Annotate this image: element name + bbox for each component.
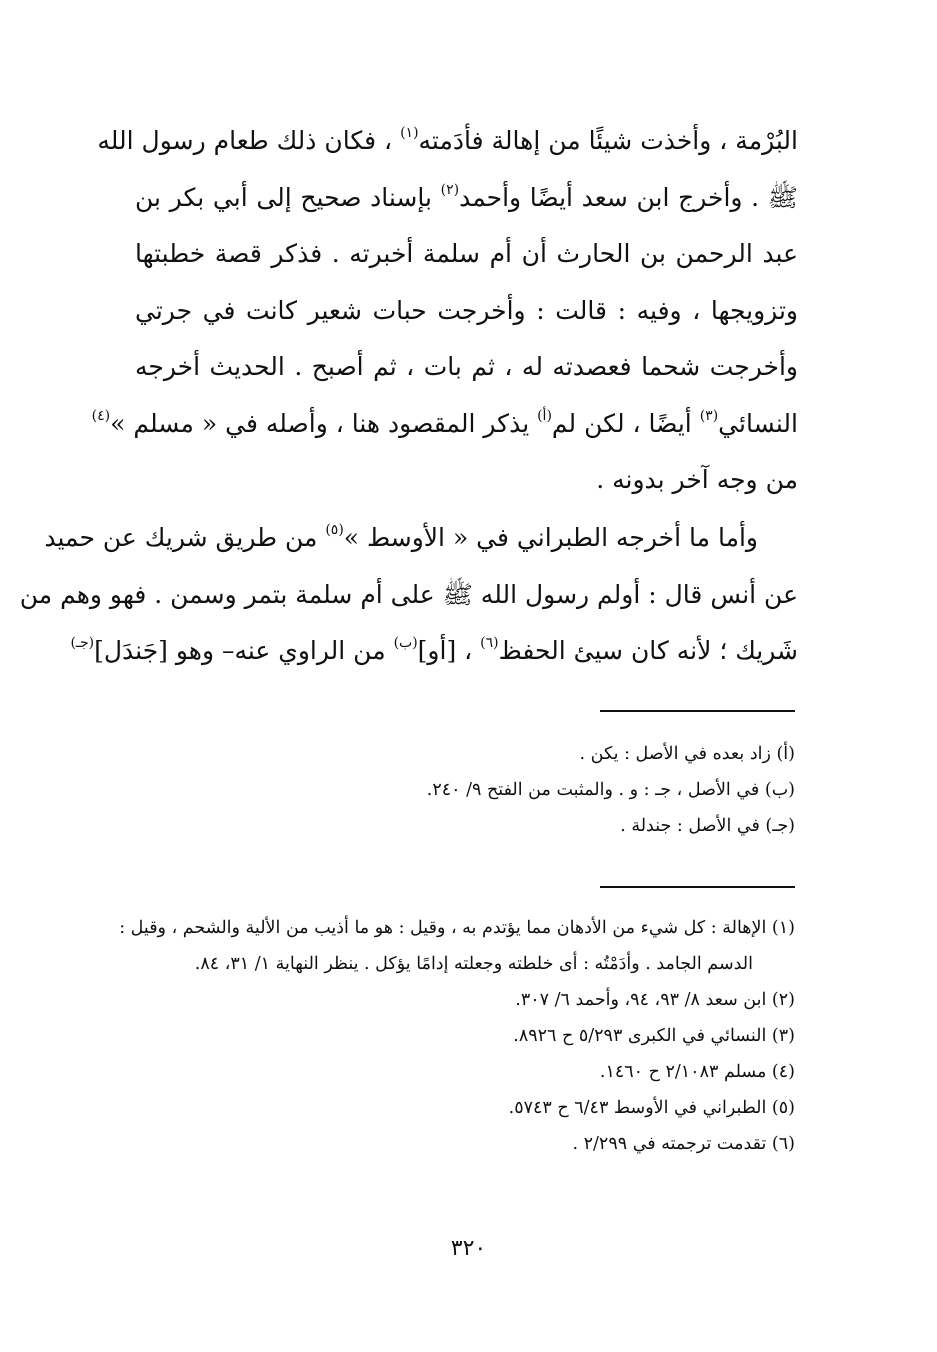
footnote-ref: (٦) <box>480 635 499 651</box>
note-item: (جـ) في الأصل : جندلة . <box>620 816 795 836</box>
footnote-ref: (جـ) <box>70 635 95 651</box>
text-line: عبد الرحمن بن الحارث أن أم سلمة أخبرته . فذكر قصة خطبتها <box>135 239 798 268</box>
text-line: النسائي$^{(٣)}$ أيضًا ، لكن لم$^{(أ)}$ يذكر المقصود هنا ، وأصله في « مسلم »$^{(٤)}$ <box>91 407 798 438</box>
note-item: (٦) تقدمت ترجمته في ٢/٢٩٩ . <box>572 1134 795 1154</box>
text-line: وأما ما أخرجه الطبراني في « الأوسط »$^{(٥)}$ من طريق شريك عن حميد <box>44 522 758 552</box>
text-line: شَريك ؛ لأنه كان سيئ الحفظ$^{(٦)}$ ، [أو]$^{(ب)}$ من الراوي عنه– وهو [جَندَل]$^{(جـ)}$ <box>70 635 798 665</box>
main-paragraph-2 <box>19 510 798 680</box>
text-line: عن أنس قال : أولم رسول الله ﷺ على أم سلمة بتمر وسمن . فهو وهم من <box>19 579 798 609</box>
main-paragraph-1 <box>91 113 798 509</box>
footnote-ref: (٢) <box>440 181 460 198</box>
footnotes <box>119 910 795 1162</box>
note-item-continuation: الدسم الجامد . وأدَمْتُه : أى خلطته وجعلته إدامًا يؤكل . ينظر النهاية ١/ ٣١، ٨٤. <box>194 954 753 974</box>
text-line: من وجه آخر بدونه . <box>596 465 798 494</box>
footnote-ref: (٣) <box>699 407 719 424</box>
footnote-separator <box>600 710 795 712</box>
note-item: (٣) النسائي في الكبرى ٥/٢٩٣ ح ٨٩٢٦. <box>513 1026 795 1046</box>
note-item: (٥) الطبراني في الأوسط ٦/٤٣ ح ٥٧٤٣. <box>508 1098 795 1118</box>
note-item: (ب) في الأصل ، جـ : و . والمثبت من الفتح ٩/ ٢٤٠. <box>426 780 795 800</box>
footnote-ref: (ب) <box>393 635 418 651</box>
note-item: (أ) زاد بعده في الأصل : يكن . <box>579 744 795 764</box>
footnote-ref: (٤) <box>91 407 111 424</box>
footnote-ref: (١) <box>400 125 419 141</box>
text-line: البُرْمة ، وأخذت شيئًا من إهالة فأدَمته$^{(١)}$ ، فكان ذلك طعام رسول الله <box>97 125 798 155</box>
page-number: ٣٢٠ <box>450 1236 487 1261</box>
note-item: (٢) ابن سعد ٨/ ٩٣، ٩٤، وأحمد ٦/ ٣٠٧. <box>515 990 795 1010</box>
note-item: (١) الإهالة : كل شيء من الأدهان مما يؤتدم به ، وقيل : هو ما أذيب من الألية والشحم ، وقيل : <box>119 918 795 938</box>
text-line: وتزويجها ، وفيه : قالت : وأخرجت حبات شعير كانت في جرتي <box>135 295 798 325</box>
footnote-ref: (أ) <box>537 407 552 424</box>
text-line: وأخرجت شحما فعصدته له ، ثم بات ، ثم أصبح . الحديث أخرجه <box>135 352 798 381</box>
footnote-ref: (٥) <box>325 522 344 538</box>
text-line: ﷺ . وأخرج ابن سعد أيضًا وأحمد$^{(٢)}$ بإسناد صحيح إلى أبي بكر بن <box>135 181 798 212</box>
note-item: (٤) مسلم ٢/١٠٨٣ ح ١٤٦٠. <box>599 1062 795 1082</box>
footnote-separator <box>600 886 795 888</box>
apparatus-notes <box>135 736 795 844</box>
